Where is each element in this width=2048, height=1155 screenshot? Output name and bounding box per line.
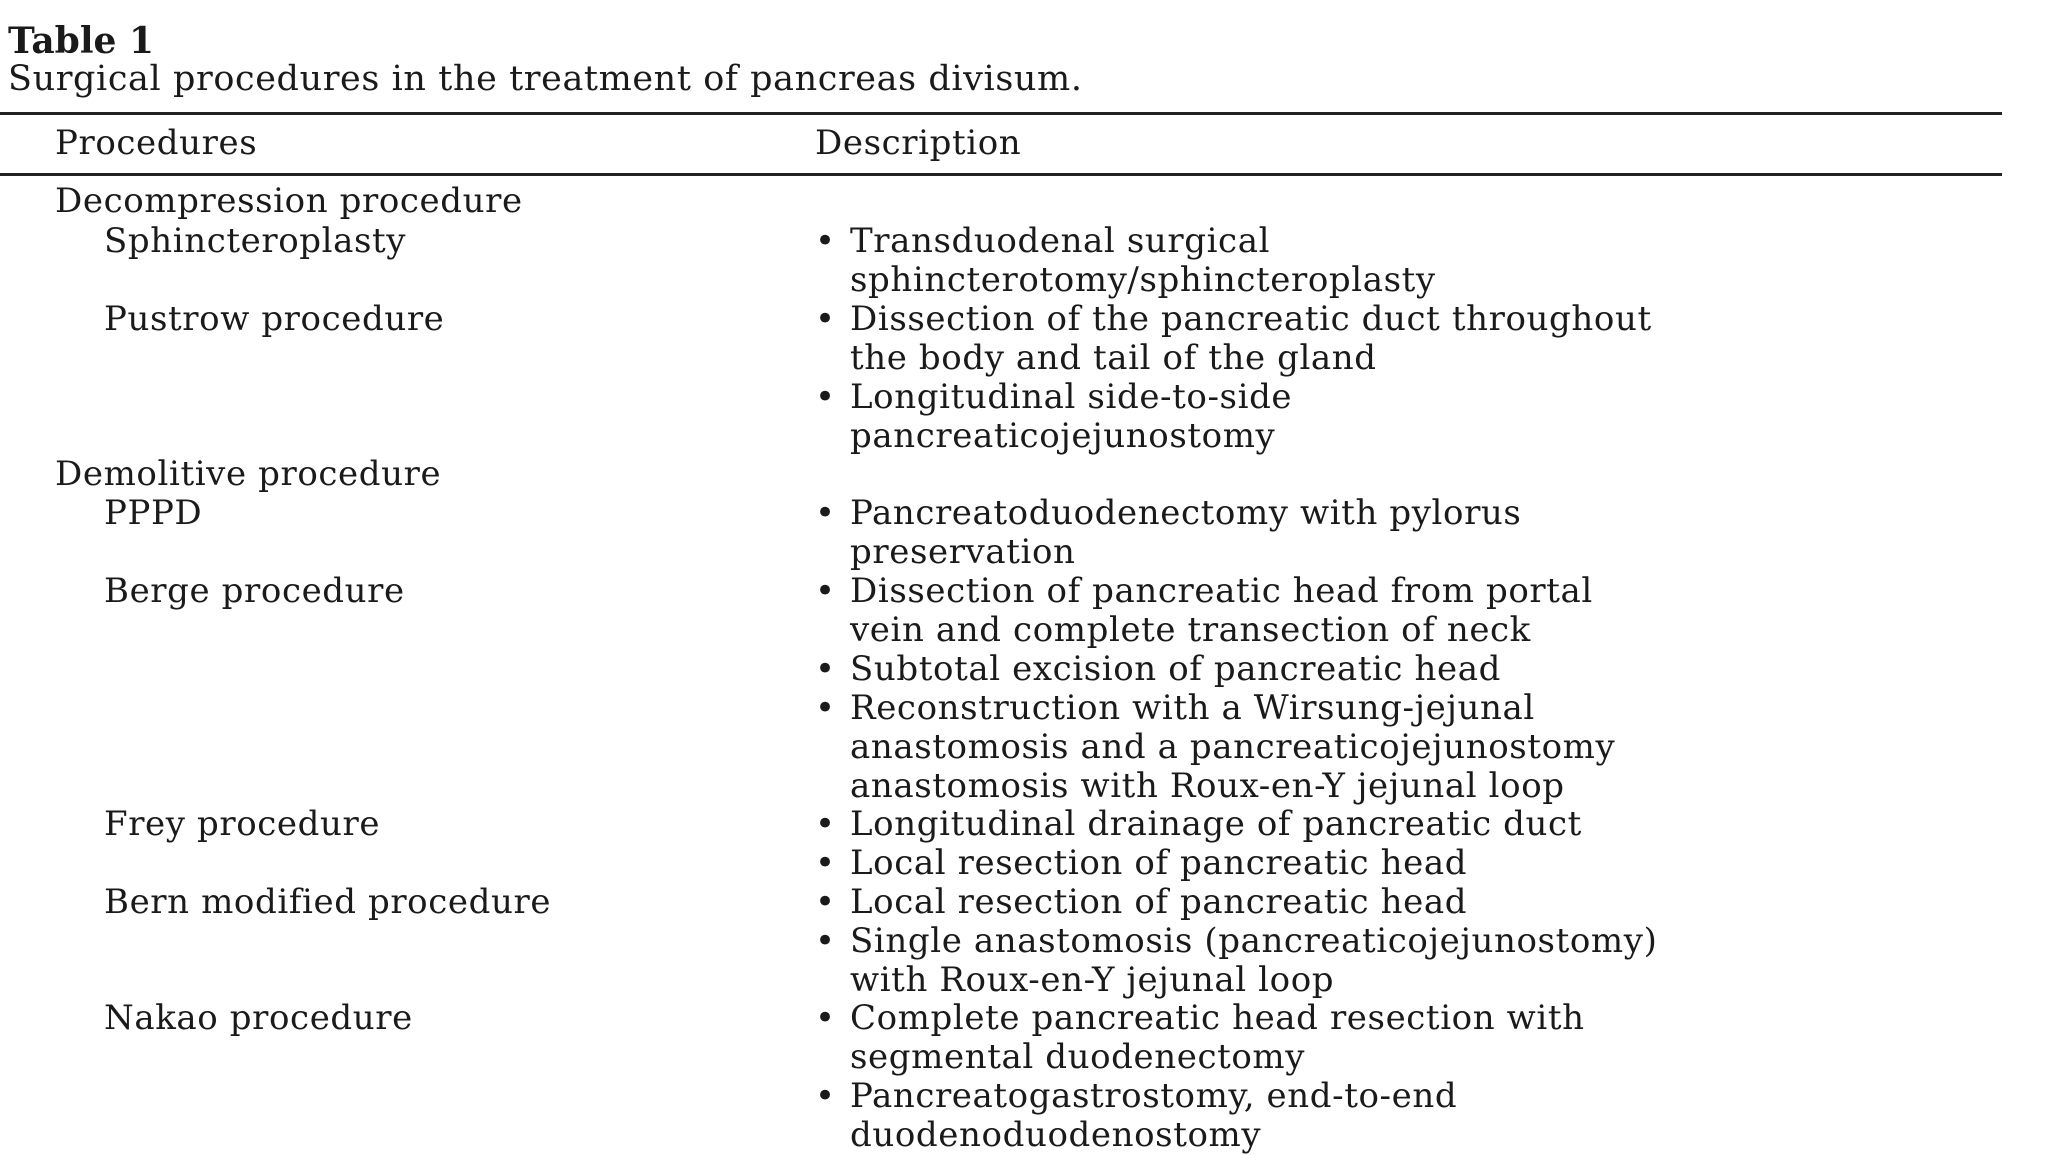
procedure-name: PPPD	[104, 493, 203, 533]
bullet-mark: •	[815, 377, 836, 417]
bullet-mark: •	[815, 882, 836, 922]
bullet-text: Subtotal excision of pancreatic head	[850, 649, 1501, 689]
description-bullet	[815, 300, 1975, 378]
bullet-text: Dissection of pancreatic head from portal vein and complete transection of neck	[850, 571, 1593, 650]
bullet-text: Single anastomosis (pancreaticojejunostomy) with Roux-en-Y jejunal loop	[850, 921, 1658, 1000]
bullet-text: Pancreatoduodenectomy with pylorus preservation	[850, 493, 1522, 572]
bullet-mark: •	[815, 571, 836, 611]
description-bullet	[815, 805, 1975, 844]
bullet-mark: •	[815, 649, 836, 689]
bullet-mark: •	[815, 998, 836, 1038]
bullet-text: Pancreatogastrostomy, end-to-end duodenoduodenostomy	[850, 1076, 1458, 1155]
description-bullet	[815, 1077, 1975, 1155]
procedure-name: Sphincteroplasty	[104, 221, 407, 261]
bullet-text: Reconstruction with a Wirsung-jejunal anastomosis and a pancreaticojejunostomy anastomosis with Roux-en-Y jejunal loop	[850, 688, 1616, 806]
bullet-text: Complete pancreatic head resection with segmental duodenectomy	[850, 998, 1585, 1077]
header-description: Description	[815, 123, 1022, 163]
procedure-name: Berge procedure	[104, 571, 405, 611]
description-bullet	[815, 999, 1975, 1077]
procedure-name: Bern modified procedure	[104, 882, 552, 922]
bullet-mark: •	[815, 688, 836, 728]
description-bullet	[815, 922, 1975, 1000]
bullet-text: Longitudinal side-to-side pancreaticojejunostomy	[850, 377, 1293, 456]
bullet-text: Longitudinal drainage of pancreatic duct	[850, 804, 1582, 844]
bullet-mark: •	[815, 493, 836, 533]
table-caption: Surgical procedures in the treatment of pancreas divisum.	[8, 59, 1083, 99]
description-bullet	[815, 494, 1975, 572]
bullet-text: Dissection of the pancreatic duct throughout the body and tail of the gland	[850, 299, 1652, 378]
top-rule	[0, 112, 2002, 115]
bullet-text: Local resection of pancreatic head	[850, 882, 1468, 922]
description-bullet	[815, 844, 1975, 883]
bullet-text: Local resection of pancreatic head	[850, 843, 1468, 883]
header-rule	[0, 173, 2002, 176]
description-bullet	[815, 222, 1975, 300]
bullet-mark: •	[815, 804, 836, 844]
header-procedures: Procedures	[55, 123, 258, 163]
bullet-mark: •	[815, 921, 836, 961]
description-bullet	[815, 883, 1975, 922]
procedure-name: Pustrow procedure	[104, 299, 445, 339]
description-bullet	[815, 378, 1975, 456]
table-label: Table 1	[8, 20, 155, 62]
group-heading-decompression: Decompression procedure	[55, 181, 523, 221]
bullet-mark: •	[815, 221, 836, 261]
bullet-mark: •	[815, 1076, 836, 1116]
procedure-name: Nakao procedure	[104, 998, 413, 1038]
bullet-text: Transduodenal surgical sphincterotomy/sphincteroplasty	[850, 221, 1436, 300]
description-bullet	[815, 689, 1975, 806]
procedure-name: Frey procedure	[104, 804, 381, 844]
description-bullet	[815, 650, 1975, 689]
group-heading-demolitive: Demolitive procedure	[55, 454, 442, 494]
bullet-mark: •	[815, 843, 836, 883]
description-bullet	[815, 572, 1975, 650]
bullet-mark: •	[815, 299, 836, 339]
